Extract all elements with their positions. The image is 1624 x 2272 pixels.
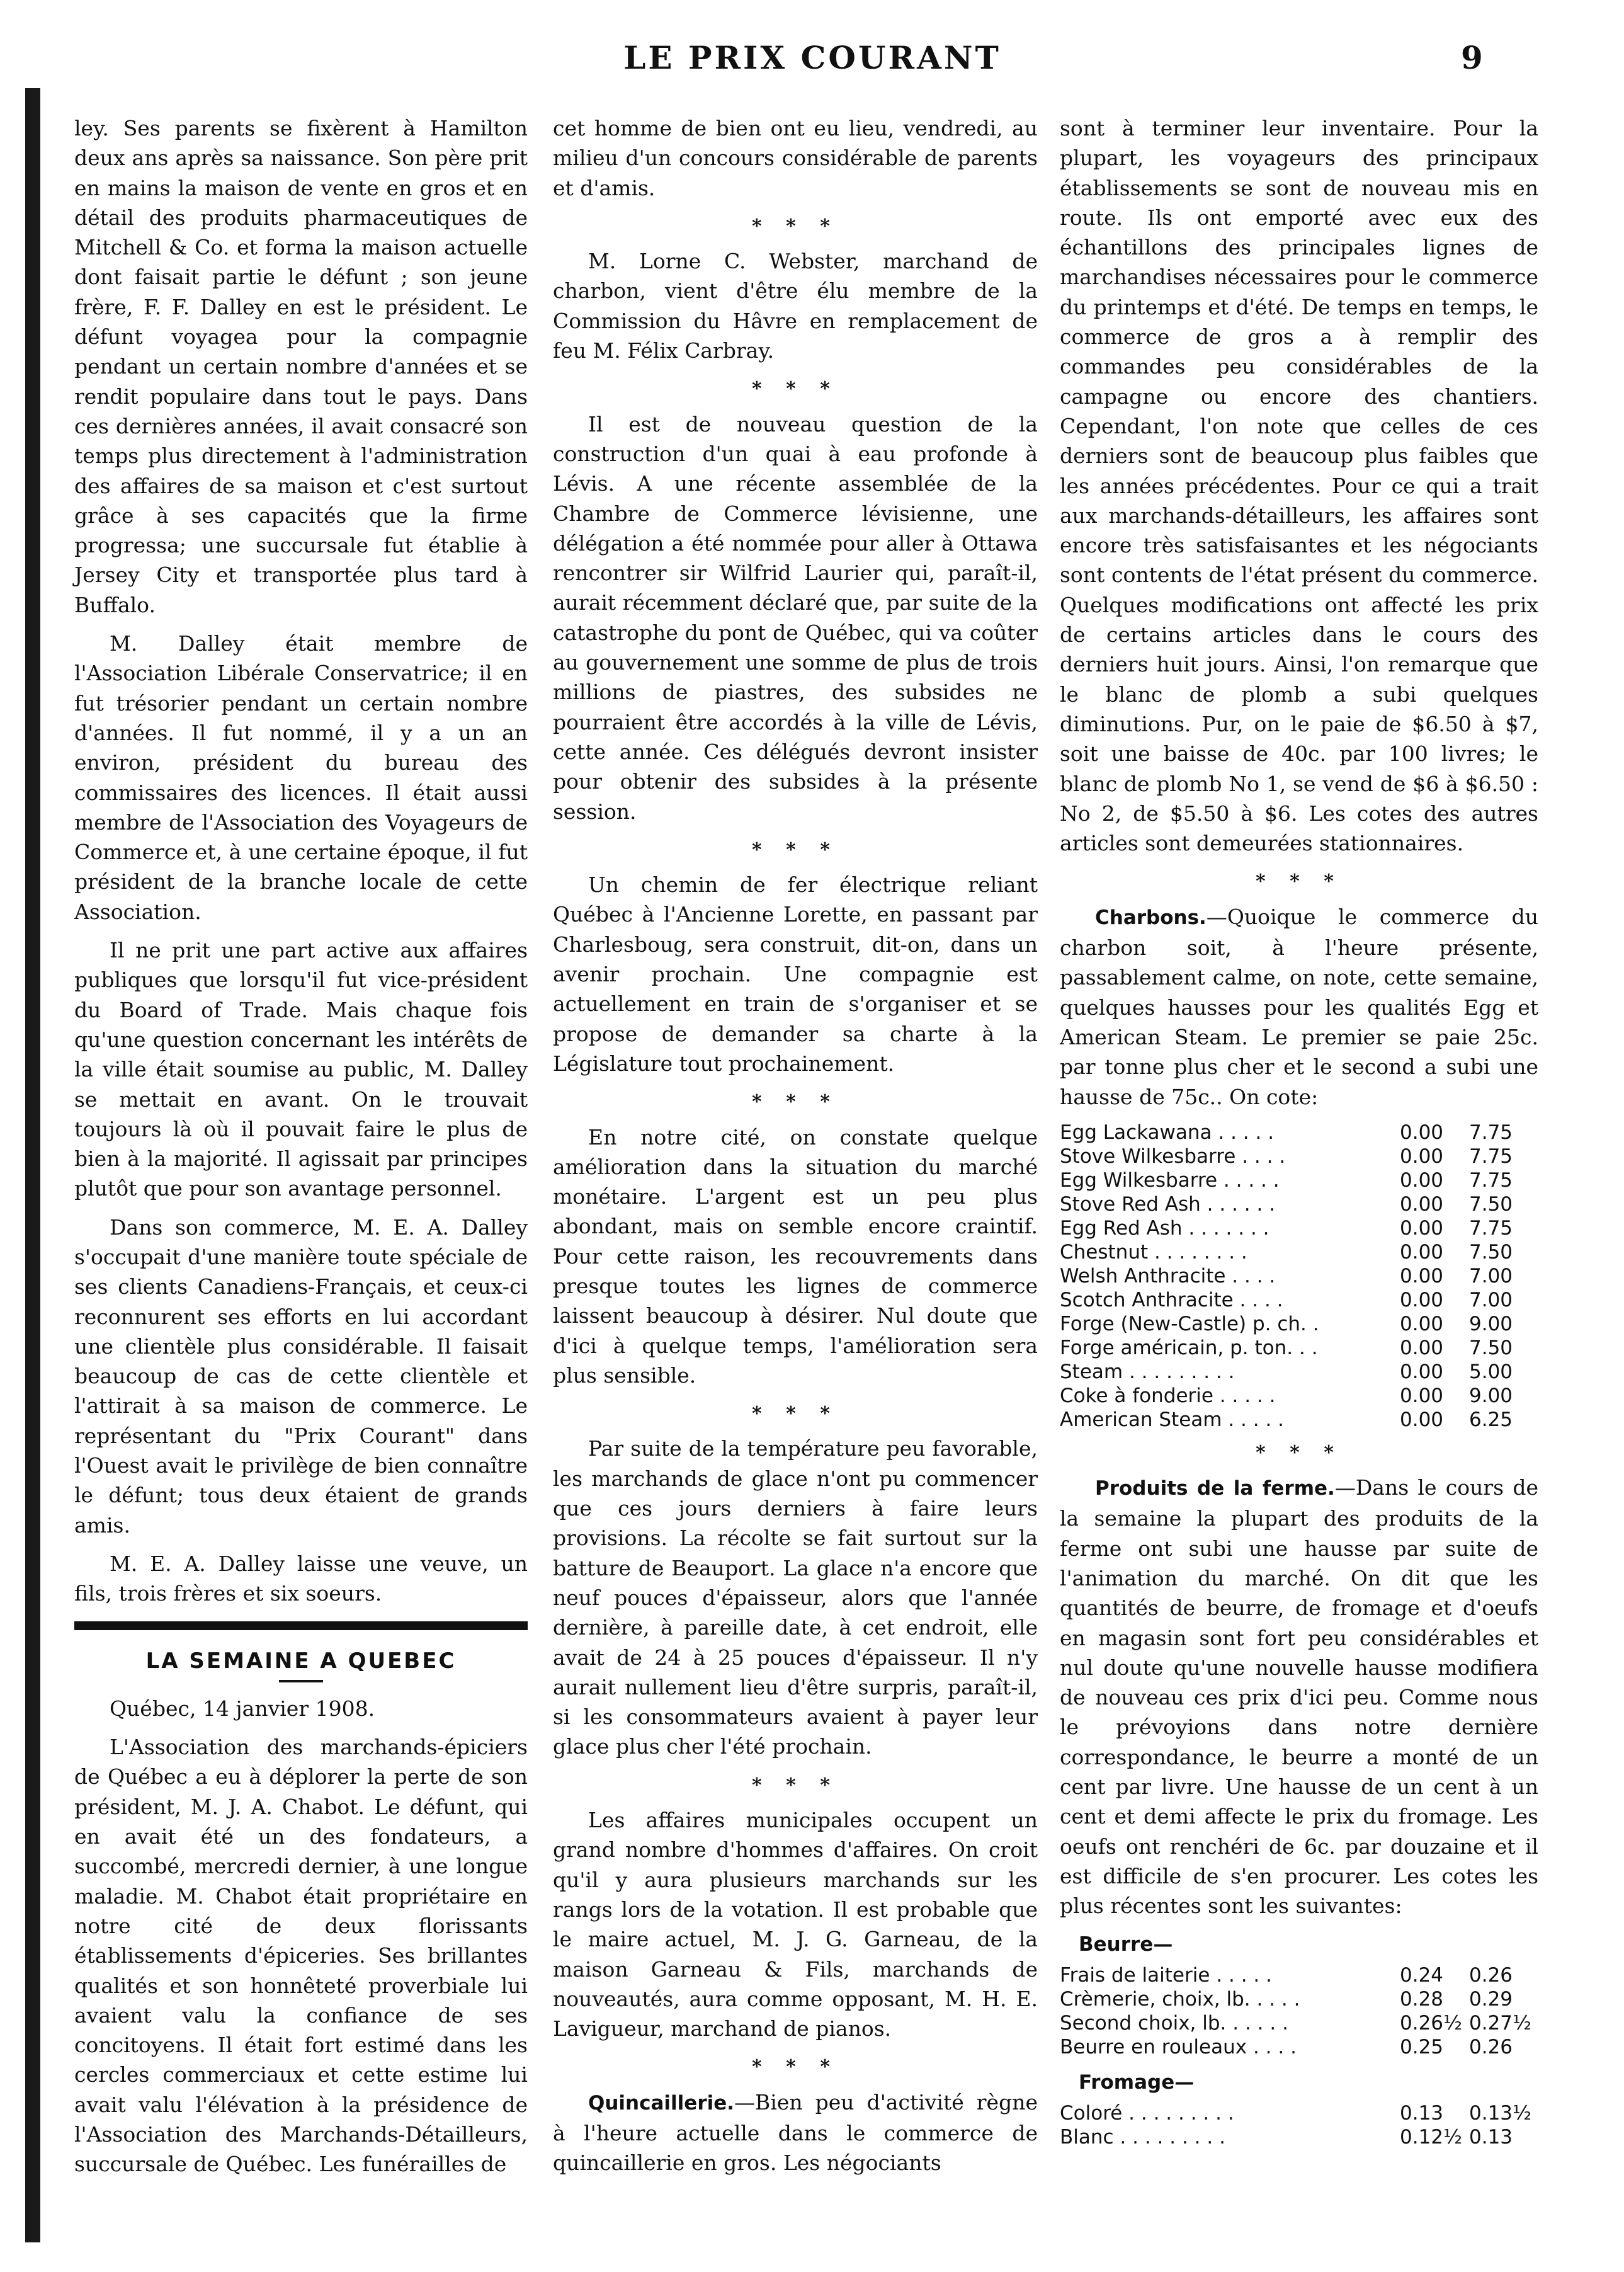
coal-price-table bbox=[1060, 1121, 1532, 1432]
price-item-name: Coloré . . . . . . . . . bbox=[1060, 2102, 1234, 2125]
price-item-name: Chestnut . . . . . . . . bbox=[1060, 1240, 1247, 1264]
table-row bbox=[1060, 1168, 1532, 1192]
table-row bbox=[1060, 1312, 1532, 1336]
price-high: 9.00 bbox=[1469, 1312, 1513, 1335]
separator-stars: * * * bbox=[1256, 1441, 1343, 1464]
price-item-name: Beurre en rouleaux . . . . bbox=[1060, 2035, 1297, 2058]
price-item-name: Frais de laiterie . . . . . bbox=[1060, 1963, 1272, 1987]
table-row bbox=[1060, 1336, 1532, 1360]
price-low: 0.00 bbox=[1400, 1288, 1444, 1311]
price-high: 5.00 bbox=[1469, 1360, 1513, 1383]
section-divider-bar bbox=[74, 1621, 528, 1630]
price-low: 0.12½ bbox=[1400, 2126, 1463, 2149]
price-low: 0.00 bbox=[1400, 1145, 1444, 1168]
price-low: 0.00 bbox=[1400, 1264, 1444, 1287]
price-low: 0.00 bbox=[1400, 1360, 1444, 1383]
paragraph: cet homme de bien ont eu lieu, vendredi, au milieu d'un concours considérable de parents et d'amis. bbox=[553, 116, 1038, 200]
price-high: 7.50 bbox=[1469, 1336, 1513, 1359]
price-low: 0.00 bbox=[1400, 1168, 1444, 1192]
price-item-name: Blanc . . . . . . . . . bbox=[1060, 2126, 1225, 2149]
price-item-name: Coke à fonderie . . . . . bbox=[1060, 1384, 1276, 1407]
price-item-name: Steam . . . . . . . . . bbox=[1060, 1360, 1235, 1383]
price-low: 0.00 bbox=[1400, 1192, 1444, 1216]
table-row bbox=[1060, 1264, 1532, 1288]
table-row bbox=[1060, 1963, 1532, 1987]
price-high: 7.50 bbox=[1469, 1192, 1513, 1216]
table-row bbox=[1060, 1145, 1532, 1168]
price-item-name: Crèmerie, choix, lb. . . . . bbox=[1060, 1987, 1300, 2011]
paragraph: M. Dalley était membre de l'Association Libérale Conservatrice; il en fut trésorier pendant un certain nombre d'années. Il fut nommé, il y a un an environ, président du bureau des commissaires des licences. Il était aussi membre de l'Association des Voyageurs de Commerce et, à une certaine époque, il fut président de la branche locale de cette Association. bbox=[74, 631, 528, 924]
price-high: 7.00 bbox=[1469, 1264, 1513, 1287]
price-item-name: Stove Red Ash . . . . . . bbox=[1060, 1192, 1276, 1216]
price-high: 7.75 bbox=[1469, 1216, 1513, 1240]
paragraph bbox=[553, 2087, 1038, 2178]
column-3 bbox=[1060, 113, 1538, 2155]
price-low: 0.00 bbox=[1400, 1312, 1444, 1335]
paragraph bbox=[1060, 1473, 1538, 1921]
price-item-name: Stove Wilkesbarre . . . . bbox=[1060, 1145, 1286, 1168]
price-low: 0.28 bbox=[1400, 1987, 1444, 2011]
price-item-name: Egg Lackawana . . . . . bbox=[1060, 1121, 1275, 1144]
paragraph: En notre cité, on constate quelque amélioration dans la situation du marché monétaire. L'argent est un peu plus abondant, mais on semble encore craintif. Pour cette raison, les recouvrements dans presque toutes les lignes de commerce laissent beaucoup à désirer. Nul doute que d'ici à quelque temps, l'amélioration sera plus sensible. bbox=[553, 1124, 1038, 1388]
paragraph-lead: Quincaillerie. bbox=[588, 2091, 735, 2115]
price-item-name: Egg Red Ash . . . . . . . bbox=[1060, 1216, 1269, 1240]
price-low: 0.00 bbox=[1400, 1240, 1444, 1264]
table-row bbox=[1060, 2011, 1532, 2035]
paragraph-lead: Charbons. bbox=[1095, 906, 1207, 929]
title-underline bbox=[279, 1680, 323, 1682]
paragraph: Il est de nouveau question de la construction d'un quai à eau profonde à Lévis. A une récente assemblée de la Chambre de Commerce lévisienne, une délégation a été nommée pour aller à Ottawa rencontrer sir Wilfrid Laurier qui, paraît-il, aurait récemment déclaré que, par suite de la catastrophe du pont de Québec, qui va coûter au gouvernement une somme de plus de trois millions de piastres, des subsides ne pourraient être accordés à la ville de Lévis, cette année. Ces délégués devront insister pour obtenir des subsides à la présente session. bbox=[553, 411, 1038, 824]
paragraph-text: —Quoique le commerce du charbon soit, à l'heure présente, passablement calme, on note, cette semaine, quelques hausses pour les qualités Egg et American Steam. Le premier se paie 25c. par tonne plus cher et le second a subi une hausse de 75c.. On cote: bbox=[1060, 904, 1538, 1109]
price-low: 0.24 bbox=[1400, 1963, 1444, 1987]
price-high: 7.75 bbox=[1469, 1121, 1513, 1144]
table-row bbox=[1060, 1384, 1532, 1408]
left-margin-rule bbox=[25, 88, 40, 2242]
dateline: Québec, 14 janvier 1908. bbox=[110, 1696, 375, 1721]
price-low: 0.00 bbox=[1400, 1408, 1444, 1431]
price-high: 0.27½ bbox=[1469, 2011, 1532, 2035]
page-number: 9 bbox=[1461, 39, 1483, 76]
price-item-name: Second choix, lb. . . . . . bbox=[1060, 2011, 1288, 2035]
price-low: 0.13 bbox=[1400, 2102, 1444, 2125]
table-row bbox=[1060, 1192, 1532, 1216]
fromage-price-table bbox=[1060, 2101, 1532, 2149]
separator-stars: * * * bbox=[752, 215, 839, 237]
price-item-name: Welsh Anthracite . . . . bbox=[1060, 1264, 1276, 1287]
paragraph: Un chemin de fer électrique reliant Québec à l'Ancienne Lorette, en passant par Charlesboug, sera construit, dit-on, dans un avenir prochain. Une compagnie est actuellement en train de s'organiser et se propose de demander sa charte à la Législature tout prochainement. bbox=[553, 872, 1038, 1076]
price-high: 0.26 bbox=[1469, 1963, 1513, 1987]
price-high: 0.26 bbox=[1469, 2035, 1513, 2058]
table-row bbox=[1060, 1408, 1532, 1432]
price-high: 7.50 bbox=[1469, 1240, 1513, 1264]
table-row bbox=[1060, 2035, 1532, 2059]
paragraph: M. E. A. Dalley laisse une veuve, un fils, trois frères et six soeurs. bbox=[74, 1551, 528, 1606]
section-title: LA SEMAINE A QUEBEC bbox=[145, 1648, 457, 1674]
table-row bbox=[1060, 2125, 1532, 2149]
paragraph: ley. Ses parents se fixèrent à Hamilton deux ans après sa naissance. Son père prit en mains la maison de vente en gros et en détail des produits pharmaceutiques de Mitchell & Co. et forma la maison actuelle dont faisait partie le défunt ; son jeune frère, F. F. Dalley en est le président. Le défunt voyagea pour la compagnie pendant un certain nombre d'années et se rendit populaire dans tout le pays. Dans ces dernières années, il avait consacré son temps plus directement à l'administration des affaires de sa maison et c'est surtout grâce à ses capacités que la firme progressa; une succursale fut établie à Jersey City et transportée plus tard à Buffalo. bbox=[74, 116, 528, 617]
price-high: 9.00 bbox=[1469, 1384, 1513, 1407]
paragraph: Dans son commerce, M. E. A. Dalley s'occupait d'une manière toute spéciale de ses clients Canadiens-Français, et ceux-ci reconnurent ses efforts en lui accordant une clientèle plus considérable. Il faisait beaucoup de cas de cette clientèle et l'attirait à sa maison de commerce. Le représentant du "Prix Courant" dans l'Ouest avait le privilège de bien connaître le défunt; tous deux étaient de grands amis. bbox=[74, 1214, 528, 1538]
paragraph: L'Association des marchands-épiciers de Québec a eu à déplorer la perte de son président, M. J. A. Chabot. Le défunt, qui en avait été un des fondateurs, a succombé, mercredi dernier, à une longue maladie. M. Chabot était propriétaire en notre cité de deux florissants établissements d'épiceries. Ses brillantes qualités et son honnêteté proverbiale lui avaient valu la confiance de ses concitoyens. Il était fort estimé dans les cercles commerciaux et cette estime lui avait valu l'élévation à la présidence de l'Association des Marchands-Détailleurs, succursale de Québec. Les funérailles de bbox=[74, 1735, 528, 2177]
column-2 bbox=[553, 113, 1038, 2187]
beurre-price-table bbox=[1060, 1963, 1532, 2059]
paragraph: M. Lorne C. Webster, marchand de charbon, vient d'être élu membre de la Commission du Hâvre en remplacement de feu M. Félix Carbray. bbox=[553, 249, 1038, 363]
price-low: 0.00 bbox=[1400, 1121, 1444, 1144]
paragraph-text: —Bien peu d'activité règne à l'heure actuelle dans le commerce de quincaillerie en gros. Les négociants bbox=[553, 2089, 1038, 2176]
table-row bbox=[1060, 1987, 1532, 2011]
price-item-name: Forge américain, p. ton. . . bbox=[1060, 1336, 1318, 1359]
price-high: 7.75 bbox=[1469, 1168, 1513, 1192]
table-row bbox=[1060, 1360, 1532, 1384]
paragraph-text: —Dans le cours de la semaine la plupart des produits de la ferme ont subi une hausse par suite de l'animation du marché. On dit que les quantités de beurre, de fromage et d'oeufs en magasin sont fort peu considérables et nul doute qu'une nouvelle hausse modifiera de nouveau ces prix d'ici peu. Comme nous le prévoyions dans notre dernière correspondance, le beurre a monté de un cent par livre. Une hausse de un cent à un cent et demi affecte le prix du fromage. Les oeufs ont renchéri de 6c. par douzaine et il est difficile de s'en procurer. Les cotes les plus récentes sont les suivantes: bbox=[1060, 1475, 1538, 1919]
price-item-name: Scotch Anthracite . . . . bbox=[1060, 1288, 1283, 1311]
separator-stars: * * * bbox=[1256, 871, 1343, 893]
price-low: 0.00 bbox=[1400, 1384, 1444, 1407]
price-high: 0.13½ bbox=[1469, 2102, 1532, 2125]
column-1 bbox=[74, 113, 528, 2188]
separator-stars: * * * bbox=[752, 1091, 839, 1114]
price-item-name: American Steam . . . . . bbox=[1060, 1408, 1285, 1431]
price-item-name: Egg Wilkesbarre . . . . . bbox=[1060, 1168, 1280, 1192]
separator-stars: * * * bbox=[752, 2056, 839, 2079]
separator-stars: * * * bbox=[752, 1403, 839, 1425]
price-high: 0.29 bbox=[1469, 1987, 1513, 2011]
table-row bbox=[1060, 1240, 1532, 1264]
separator-stars: * * * bbox=[752, 838, 839, 861]
separator-stars: * * * bbox=[752, 1774, 839, 1796]
paragraph: sont à terminer leur inventaire. Pour la plupart, les voyageurs des principaux établissements se sont de nouveau mis en route. Ils ont emporté avec eux des échantillons des principales lignes de marchandises nécessaires pour le commerce du printemps et d'été. De temps en temps, le commerce de gros a à remplir des commandes peu considérables de la campagne ou encore des chantiers. Cependant, l'on note que celles de ces derniers sont de beaucoup plus faibles que les années précédentes. Pour ce qui a trait aux marchands-détailleurs, les affaires sont encore très satisfaisantes et les négociants sont contents de l'état présent du commerce. Quelques modifications ont affecté les prix de certains articles dans le cours des derniers huit jours. Ainsi, l'on remarque que le blanc de plomb a subi quelques diminutions. Pur, on le paie de $6.50 à $7, soit une baisse de 40c. par 100 livres; le blanc de plomb No 1, se vend de $6 à $6.50 : No 2, de $5.50 à $6. Les cotes des autres articles sont demeurées stationnaires. bbox=[1060, 116, 1538, 856]
price-high: 0.13 bbox=[1469, 2126, 1513, 2149]
price-high: 6.25 bbox=[1469, 1408, 1513, 1431]
table-subheading-fromage: Fromage— bbox=[1079, 2070, 1195, 2094]
price-low: 0.00 bbox=[1400, 1216, 1444, 1240]
table-row bbox=[1060, 1121, 1532, 1145]
price-low: 0.00 bbox=[1400, 1336, 1444, 1359]
table-row bbox=[1060, 2101, 1532, 2125]
price-low: 0.26½ bbox=[1400, 2011, 1463, 2035]
price-item-name: Forge (New-Castle) p. ch. . bbox=[1060, 1312, 1319, 1335]
paragraph-lead: Produits de la ferme. bbox=[1095, 1477, 1335, 1500]
table-subheading-beurre: Beurre— bbox=[1079, 1932, 1173, 1956]
price-low: 0.25 bbox=[1400, 2035, 1444, 2058]
page-header bbox=[0, 39, 1624, 83]
price-high: 7.00 bbox=[1469, 1288, 1513, 1311]
table-row bbox=[1060, 1288, 1532, 1312]
table-row bbox=[1060, 1216, 1532, 1240]
paragraph: Il ne prit une part active aux affaires publiques que lorsqu'il fut vice-président du Board of Trade. Mais chaque fois qu'une question concernant les intérêts de la ville était soumise au public, M. Dalley se mettait en avant. On le trouvait toujours là où il pouvait faire le plus de bien à la majorité. Il agissait par principes plutôt que pour son avantage personnel. bbox=[74, 938, 528, 1201]
masthead: LE PRIX COURANT bbox=[623, 39, 1001, 76]
separator-stars: * * * bbox=[752, 378, 839, 401]
paragraph: Les affaires municipales occupent un grand nombre d'hommes d'affaires. On croit qu'il y aura plusieurs marchands sur les rangs lors de la votation. Il est probable que le maire actuel, M. J. G. Garneau, de la maison Garneau & Fils, marchands de nouveautés, aura comme opposant, M. H. E. Lavigueur, marchand de pianos. bbox=[553, 1808, 1038, 2041]
paragraph: Par suite de la température peu favorable, les marchands de glace n'ont pu commencer que ces jours derniers à faire leurs provisions. La récolte se fait surtout sur la batture de Beauport. La glace n'a encore que neuf pouces d'épaisseur, alors que l'année dernière, à pareille date, à cet endroit, elle avait de 24 à 25 pouces d'épaisseur. Il n'y aurait nullement lieu d'être surpris, paraît-il, si les consommateurs avaient à payer leur glace plus cher l'été prochain. bbox=[553, 1436, 1038, 1759]
paragraph bbox=[1060, 902, 1538, 1112]
price-high: 7.75 bbox=[1469, 1145, 1513, 1168]
